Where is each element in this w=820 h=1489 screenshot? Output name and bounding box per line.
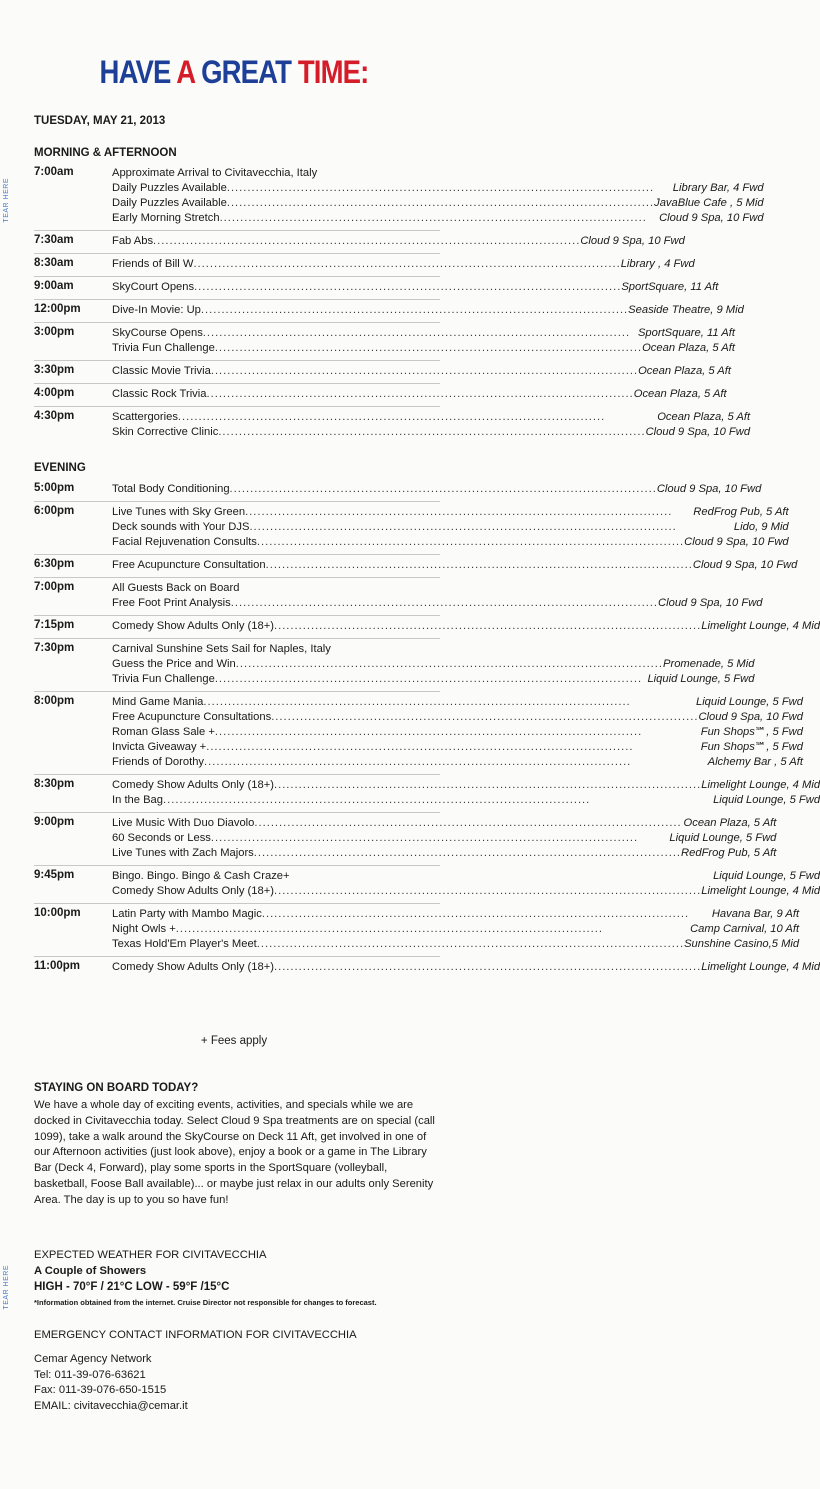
event-location: Liquid Lounge, 5 Fwd bbox=[713, 794, 820, 806]
event-item bbox=[112, 619, 820, 634]
dot-leader bbox=[215, 341, 642, 356]
event-name: Dive-In Movie: Up bbox=[112, 304, 201, 316]
dot-leader bbox=[215, 725, 701, 740]
event-time: 8:00pm bbox=[34, 695, 75, 707]
dot-leader bbox=[274, 778, 701, 793]
event-location: Alchemy Bar , 5 Aft bbox=[707, 756, 803, 768]
event-name: Friends of Bill W bbox=[112, 258, 194, 270]
event-name: Guess the Price and Win bbox=[112, 658, 236, 670]
schedule-block bbox=[34, 277, 719, 300]
event-location: Fun Shops℠, 5 Fwd bbox=[700, 726, 803, 738]
event-item bbox=[112, 558, 797, 573]
event-list bbox=[112, 581, 763, 611]
event-name: Live Tunes with Zach Majors bbox=[112, 847, 254, 859]
event-name: Free Foot Print Analysis bbox=[112, 597, 231, 609]
event-name: Texas Hold'Em Player's Meet bbox=[112, 938, 257, 950]
event-item bbox=[112, 581, 763, 596]
event-time: 9:00pm bbox=[34, 816, 75, 828]
event-location: Cloud 9 Spa, 10 Fwd bbox=[659, 212, 764, 224]
event-location: Liquid Lounge, 5 Fwd bbox=[669, 832, 777, 844]
dot-leader bbox=[249, 520, 733, 535]
schedule-block bbox=[34, 555, 798, 578]
event-time: 5:00pm bbox=[34, 482, 75, 494]
dot-leader bbox=[201, 303, 628, 318]
event-name: Daily Puzzles Available bbox=[112, 197, 227, 209]
headline-part: A bbox=[176, 54, 195, 90]
event-item bbox=[112, 960, 820, 975]
event-item bbox=[112, 211, 764, 226]
schedule-block bbox=[34, 866, 820, 904]
schedule-block bbox=[34, 231, 685, 254]
event-name: Comedy Show Adults Only (18+) bbox=[112, 620, 274, 632]
event-time: 9:00am bbox=[34, 280, 74, 292]
event-item bbox=[112, 937, 799, 952]
event-name: Mind Game Mania bbox=[112, 696, 204, 708]
schedule-block bbox=[34, 957, 820, 979]
event-item bbox=[112, 234, 685, 249]
event-item bbox=[112, 710, 803, 725]
event-location: SportSquare, 11 Aft bbox=[621, 281, 719, 293]
schedule-block bbox=[34, 384, 727, 407]
event-list bbox=[112, 482, 761, 497]
dot-leader bbox=[257, 937, 684, 952]
event-location: Cloud 9 Spa, 10 Fwd bbox=[692, 559, 798, 571]
schedule-block bbox=[34, 904, 800, 957]
event-list bbox=[112, 778, 820, 808]
event-time: 4:00pm bbox=[34, 387, 75, 399]
agency-fax: Fax: 011-39-076-650-1515 bbox=[34, 1384, 167, 1397]
schedule-block bbox=[34, 163, 764, 231]
event-name: Approximate Arrival to Civitavecchia, Italy bbox=[112, 167, 318, 179]
event-location: Cloud 9 Spa, 10 Fwd bbox=[658, 597, 763, 609]
dot-leader bbox=[231, 596, 658, 611]
emergency-label: EMERGENCY CONTACT INFORMATION FOR CIVITAVECCHIA bbox=[34, 1329, 357, 1341]
schedule-evening bbox=[34, 479, 820, 979]
tear-here-label: TEAR HERE bbox=[3, 178, 10, 223]
event-time: 7:00pm bbox=[34, 581, 75, 593]
dot-leader bbox=[218, 425, 645, 440]
event-location: Fun Shops℠, 5 Fwd bbox=[700, 741, 803, 753]
event-list bbox=[112, 326, 735, 356]
event-location: Cloud 9 Spa, 10 Fwd bbox=[656, 483, 762, 495]
event-location: Ocean Plaza, 5 Aft bbox=[633, 388, 727, 400]
schedule-block bbox=[34, 502, 789, 555]
event-time: 6:30pm bbox=[34, 558, 75, 570]
dot-leader bbox=[207, 387, 634, 402]
event-item bbox=[112, 695, 803, 710]
event-item bbox=[112, 793, 820, 808]
event-location: Limelight Lounge, 4 Mid bbox=[701, 620, 820, 632]
dot-leader bbox=[211, 364, 638, 379]
event-item bbox=[112, 755, 803, 770]
event-location: RedFrog Pub, 5 Aft bbox=[693, 506, 789, 518]
event-location: SportSquare, 11 Aft bbox=[637, 327, 735, 339]
dot-leader bbox=[206, 740, 701, 755]
event-name: In the Bag bbox=[112, 794, 164, 806]
dot-leader bbox=[274, 884, 701, 899]
section-label-morning: MORNING & AFTERNOON bbox=[34, 147, 177, 159]
dot-leader bbox=[262, 907, 712, 922]
event-name: Comedy Show Adults Only (18+) bbox=[112, 779, 274, 791]
event-time: 8:30pm bbox=[34, 778, 75, 790]
event-location: Cloud 9 Spa, 10 Fwd bbox=[580, 235, 685, 247]
dot-leader bbox=[204, 755, 708, 770]
event-location: Limelight Lounge, 4 Mid bbox=[701, 779, 820, 791]
event-time: 6:00pm bbox=[34, 505, 75, 517]
event-location: Library , 4 Fwd bbox=[620, 258, 695, 270]
event-time: 10:00pm bbox=[34, 907, 81, 919]
event-name: Bingo. Bingo. Bingo & Cash Craze+ bbox=[112, 870, 290, 882]
dot-leader bbox=[153, 234, 580, 249]
event-item bbox=[112, 387, 727, 402]
event-item bbox=[112, 816, 776, 831]
event-location: Library Bar, 4 Fwd bbox=[672, 182, 764, 194]
event-name: Free Acupuncture Consultation bbox=[112, 559, 266, 571]
event-time: 7:30am bbox=[34, 234, 74, 246]
event-list bbox=[112, 695, 803, 770]
dot-leader bbox=[257, 535, 684, 550]
event-location: RedFrog Pub, 5 Aft bbox=[681, 847, 777, 859]
dot-leader bbox=[230, 482, 657, 497]
dot-leader bbox=[227, 196, 654, 211]
dot-leader bbox=[236, 657, 663, 672]
event-location: Limelight Lounge, 4 Mid bbox=[701, 961, 820, 973]
event-list bbox=[112, 387, 727, 402]
schedule-block bbox=[34, 323, 735, 361]
dot-leader bbox=[211, 831, 670, 846]
event-list bbox=[112, 234, 685, 249]
schedule-block bbox=[34, 254, 695, 277]
event-item bbox=[112, 410, 750, 425]
schedule-block bbox=[34, 407, 751, 444]
event-item bbox=[112, 907, 799, 922]
weather-section bbox=[34, 1248, 444, 1311]
schedule-block bbox=[34, 813, 777, 866]
dot-leader bbox=[220, 211, 660, 226]
event-location: JavaBlue Cafe , 5 Mid bbox=[654, 197, 764, 209]
event-name: Deck sounds with Your DJS bbox=[112, 521, 250, 533]
event-item bbox=[112, 303, 744, 318]
event-list bbox=[112, 303, 744, 318]
event-item bbox=[112, 520, 789, 535]
event-list bbox=[112, 166, 764, 226]
schedule-morning bbox=[34, 163, 764, 444]
dot-leader bbox=[271, 710, 698, 725]
event-name: Invicta Giveaway + bbox=[112, 741, 207, 753]
schedule-block bbox=[34, 300, 744, 323]
headline-part: GREAT bbox=[194, 54, 298, 90]
dot-leader bbox=[254, 816, 683, 831]
event-item bbox=[112, 257, 695, 272]
event-item bbox=[112, 280, 718, 295]
event-name: Night Owls + bbox=[112, 923, 176, 935]
event-list bbox=[112, 280, 718, 295]
event-name: SkyCourse Opens bbox=[112, 327, 203, 339]
event-location: Liquid Lounge, 5 Fwd bbox=[695, 696, 803, 708]
headline bbox=[33, 54, 435, 91]
event-location: Camp Carnival, 10 Aft bbox=[690, 923, 800, 935]
event-location: Liquid Lounge, 5 Fwd bbox=[647, 673, 755, 685]
schedule-block bbox=[34, 479, 762, 502]
schedule-block bbox=[34, 361, 731, 384]
event-name: Classic Movie Trivia bbox=[112, 365, 211, 377]
weather-high-low: HIGH - 70°F / 21°C LOW - 59°F /15°C bbox=[34, 1281, 230, 1293]
event-location: Ocean Plaza, 5 Aft bbox=[638, 365, 731, 377]
schedule-date: TUESDAY, MAY 21, 2013 bbox=[34, 115, 166, 127]
dot-leader bbox=[203, 326, 638, 341]
event-location: Cloud 9 Spa, 10 Fwd bbox=[645, 426, 751, 438]
event-time: 4:30pm bbox=[34, 410, 75, 422]
event-name: Facial Rejuvenation Consults bbox=[112, 536, 257, 548]
contact-info bbox=[34, 1352, 188, 1414]
headline-part: HAVE bbox=[99, 54, 177, 90]
schedule-block bbox=[34, 616, 820, 639]
event-name: Live Tunes with Sky Green bbox=[112, 506, 246, 518]
event-location: Cloud 9 Spa, 10 Fwd bbox=[698, 711, 803, 723]
dot-leader bbox=[203, 695, 696, 710]
agency-email: EMAIL: civitavecchia@cemar.it bbox=[34, 1399, 188, 1412]
event-item bbox=[112, 642, 754, 657]
event-time: 7:15pm bbox=[34, 619, 75, 631]
event-item bbox=[112, 596, 763, 611]
event-name: Comedy Show Adults Only (18+) bbox=[112, 961, 274, 973]
schedule-block bbox=[34, 692, 803, 775]
event-item bbox=[112, 181, 764, 196]
event-name: Friends of Dorothy bbox=[112, 756, 205, 768]
event-name: Live Music With Duo Diavolo bbox=[112, 817, 255, 829]
dot-leader bbox=[254, 846, 681, 861]
event-item bbox=[112, 831, 776, 846]
weather-disclaimer: *Information obtained from the internet. Cruise Director not responsible for changes to forecast. bbox=[34, 1298, 377, 1307]
schedule-block bbox=[34, 578, 763, 616]
schedule-block bbox=[34, 775, 820, 813]
dot-leader bbox=[245, 505, 693, 520]
headline-part: TIME: bbox=[297, 54, 369, 90]
event-name: Free Acupuncture Consultations bbox=[112, 711, 272, 723]
schedule-block bbox=[34, 639, 755, 692]
fees-note: + Fees apply bbox=[200, 1035, 268, 1047]
event-item bbox=[112, 166, 764, 181]
event-time: 9:45pm bbox=[34, 869, 75, 881]
dot-leader bbox=[178, 410, 657, 425]
event-list bbox=[112, 642, 754, 687]
event-list bbox=[112, 410, 750, 440]
event-list bbox=[112, 869, 820, 899]
event-location: Promenade, 5 Mid bbox=[663, 658, 755, 670]
event-name: 60 Seconds or Less bbox=[112, 832, 211, 844]
event-name: Trivia Fun Challenge bbox=[112, 673, 215, 685]
event-location: Lido, 9 Mid bbox=[733, 521, 789, 533]
event-list bbox=[112, 505, 789, 550]
event-name: Roman Glass Sale + bbox=[112, 726, 215, 738]
event-item bbox=[112, 922, 799, 937]
event-name: Daily Puzzles Available bbox=[112, 182, 227, 194]
dot-leader bbox=[215, 672, 648, 687]
agency-tel: Tel: 011-39-076-63621 bbox=[34, 1368, 146, 1381]
tear-here-label: TEAR HERE bbox=[3, 1265, 10, 1310]
event-item bbox=[112, 846, 776, 861]
dot-leader bbox=[227, 181, 673, 196]
event-name: Early Morning Stretch bbox=[112, 212, 220, 224]
event-location: Liquid Lounge, 5 Fwd bbox=[713, 870, 820, 882]
event-item bbox=[112, 778, 820, 793]
event-location: Ocean Plaza, 5 Aft bbox=[642, 342, 735, 354]
event-time: 11:00pm bbox=[34, 960, 81, 972]
event-name: Total Body Conditioning bbox=[112, 483, 230, 495]
dot-leader bbox=[176, 922, 690, 937]
event-item bbox=[112, 482, 761, 497]
event-location: Sunshine Casino,5 Mid bbox=[684, 938, 800, 950]
event-name: Skin Corrective Clinic bbox=[112, 426, 219, 438]
section-label-evening: EVENING bbox=[34, 462, 86, 474]
event-list bbox=[112, 960, 820, 975]
event-list bbox=[112, 619, 820, 634]
event-name: Classic Rock Trivia bbox=[112, 388, 207, 400]
event-time: 3:30pm bbox=[34, 364, 75, 376]
event-time: 7:00am bbox=[34, 166, 74, 178]
dot-leader bbox=[194, 280, 621, 295]
event-item bbox=[112, 341, 735, 356]
event-item bbox=[112, 672, 754, 687]
event-item bbox=[112, 657, 754, 672]
dot-leader bbox=[274, 960, 701, 975]
weather-condition: A Couple of Showers bbox=[34, 1265, 147, 1277]
dot-leader bbox=[193, 257, 620, 272]
event-location: Havana Bar, 9 Aft bbox=[711, 908, 800, 920]
event-list bbox=[112, 907, 799, 952]
event-name: SkyCourt Opens bbox=[112, 281, 195, 293]
dot-leader bbox=[274, 619, 701, 634]
event-item bbox=[112, 884, 820, 899]
event-item bbox=[112, 425, 750, 440]
agency-name: Cemar Agency Network bbox=[34, 1353, 152, 1365]
event-name: Latin Party with Mambo Magic bbox=[112, 908, 262, 920]
event-item bbox=[112, 869, 820, 884]
dot-leader bbox=[266, 558, 693, 573]
event-list bbox=[112, 257, 695, 272]
event-time: 7:30pm bbox=[34, 642, 75, 654]
event-location: Limelight Lounge, 4 Mid bbox=[701, 885, 820, 897]
event-name: Comedy Show Adults Only (18+) bbox=[112, 885, 274, 897]
event-list bbox=[112, 364, 731, 379]
event-item bbox=[112, 535, 789, 550]
dot-leader bbox=[163, 793, 713, 808]
event-item bbox=[112, 740, 803, 755]
event-name: All Guests Back on Board bbox=[112, 582, 240, 594]
staying-title: STAYING ON BOARD TODAY? bbox=[34, 1082, 199, 1094]
event-location: Ocean Plaza, 5 Aft bbox=[657, 411, 751, 423]
event-list bbox=[112, 558, 797, 573]
event-location: Seaside Theatre, 9 Mid bbox=[628, 304, 744, 316]
event-location: Cloud 9 Spa, 10 Fwd bbox=[684, 536, 789, 548]
event-item bbox=[112, 196, 764, 211]
event-item bbox=[112, 326, 735, 341]
spacer bbox=[290, 869, 714, 884]
event-item bbox=[112, 505, 789, 520]
staying-body: We have a whole day of exciting events, activities, and specials while we are docked in Civitavecchia today. Select Cloud 9 Spa treatments are on special (call 1099), take a walk around the SkyCourse on Deck 11 Aft, get involved in one of our Afternoon activities (just look above), enjoy a book or a game in The Library Bar (Deck 4, Forward), play some sports in the SportSquare (volleyball, basketball, Foose Ball available)... or maybe just relax in our adults only Serenity Area. The day is up to you so have fun! bbox=[34, 1099, 435, 1206]
event-list bbox=[112, 816, 776, 861]
event-time: 12:00pm bbox=[34, 303, 81, 315]
event-location: Ocean Plaza, 5 Aft bbox=[683, 817, 777, 829]
event-name: Trivia Fun Challenge bbox=[112, 342, 215, 354]
event-name: Carnival Sunshine Sets Sail for Naples, Italy bbox=[112, 643, 331, 655]
event-item bbox=[112, 725, 803, 740]
event-item bbox=[112, 364, 731, 379]
event-name: Scattergories bbox=[112, 411, 178, 423]
event-name: Fab Abs bbox=[112, 235, 154, 247]
event-time: 8:30am bbox=[34, 257, 74, 269]
event-time: 3:00pm bbox=[34, 326, 75, 338]
weather-label: EXPECTED WEATHER FOR CIVITAVECCHIA bbox=[34, 1249, 267, 1261]
